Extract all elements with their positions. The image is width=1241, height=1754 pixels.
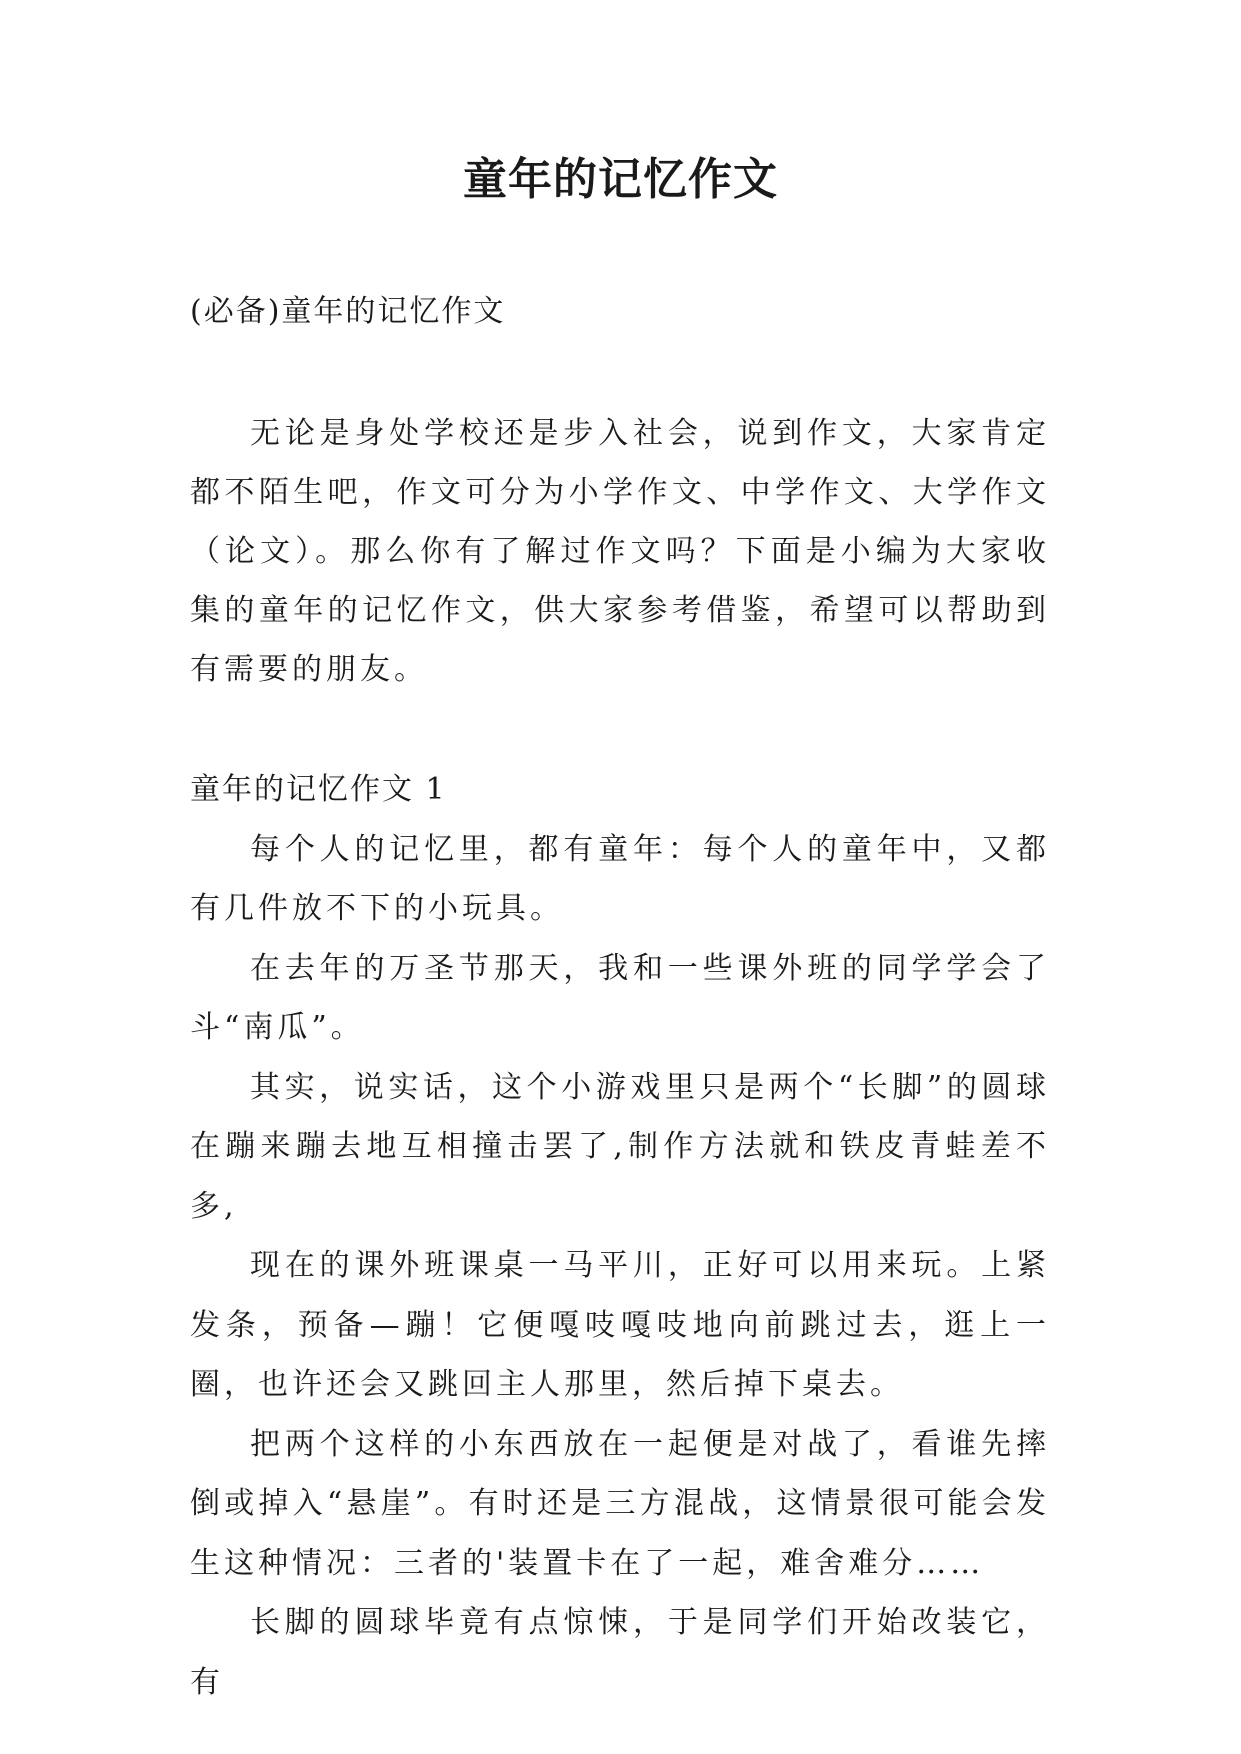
paragraph: 在去年的万圣节那天，我和一些课外班的同学学会了斗“南瓜”。: [190, 950, 1050, 1045]
paragraph: 其实，说实话，这个小游戏里只是两个“长脚”的圆球在蹦来蹦去地互相撞击罢了,制作方法就和铁皮青蛙差不多,: [190, 1069, 1050, 1224]
document-subtitle: (必备)童年的记忆作文: [190, 294, 506, 329]
paragraph: 每个人的记忆里，都有童年：每个人的童年中，又都有几件放不下的小玩具。: [190, 831, 1050, 926]
paragraph: 现在的课外班课桌一马平川，正好可以用来玩。上紧发条，预备—蹦！它便嘎吱嘎吱地向前跳过去，逛上一圈，也许还会又跳回主人那里，然后掉下桌去。: [190, 1248, 1050, 1402]
intro-paragraph: 无论是身处学校还是步入社会，说到作文，大家肯定都不陌生吧，作文可分为小学作文、中学作文、大学作文（论文）。那么你有了解过作文吗？下面是小编为大家收集的童年的记忆作文，供大家参考借鉴，希望可以帮助到有需要的朋友。: [190, 416, 1050, 687]
intro-block: [190, 404, 1050, 699]
paragraph: 把两个这样的小东西放在一起便是对战了，看谁先摔倒或掉入“悬崖”。有时还是三方混战，这情景很可能会发生这种情况：三者的'装置卡在了一起，难舍难分……: [190, 1426, 1050, 1581]
story-block: [190, 760, 1050, 1712]
document-title: 童年的记忆作文: [463, 154, 778, 205]
paragraph: 长脚的圆球毕竟有点惊悚，于是同学们开始改装它，有: [190, 1605, 1050, 1700]
section-heading: 童年的记忆作文 1: [190, 772, 447, 807]
